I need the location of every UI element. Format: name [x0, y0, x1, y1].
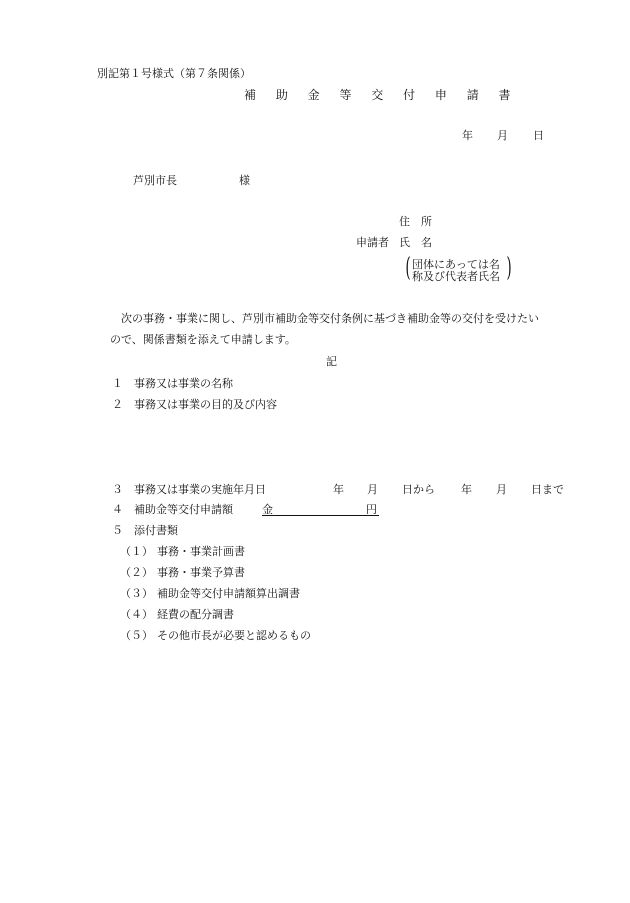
item5-number: ５ [112, 524, 123, 537]
item4-amount-prefix: 金 [262, 503, 273, 516]
applicant-address-label: 住 所 [399, 215, 432, 228]
note-close-paren: ) [506, 253, 512, 283]
item4-label: 補助金等交付申請額 [134, 503, 233, 516]
intro-line2: ので、関係書類を添えて申請します。 [110, 333, 296, 346]
doc2-label: 事務・事業予算書 [157, 566, 245, 579]
date-month-label: 月 [497, 129, 508, 142]
applicant-role-label: 申請者 [356, 236, 389, 249]
doc3-label: 補助金等交付申請額算出調書 [157, 587, 300, 600]
applicant-name-label: 氏 名 [399, 236, 432, 249]
item3-year-start: 年 [333, 483, 344, 496]
item1-number: １ [112, 377, 123, 390]
applicant-note-line2: 称及び代表者氏名 [412, 270, 500, 283]
item3-from: 日から [402, 483, 435, 496]
item3-year-end: 年 [461, 483, 472, 496]
ki-heading: 記 [326, 355, 337, 368]
item2-number: ２ [112, 398, 123, 411]
doc5-label: その他市長が必要と認めるもの [157, 629, 311, 642]
intro-line1: 次の事務・事業に関し、芦別市補助金等交付条例に基づき補助金等の交付を受けたい [121, 312, 539, 325]
document-title: 補 助 金 等 交 付 申 請 書 [244, 88, 519, 102]
item3-label: 事務又は事業の実施年月日 [134, 483, 266, 496]
doc5-number: （５） [120, 629, 153, 642]
doc4-number: （４） [120, 608, 153, 621]
doc1-number: （１） [120, 545, 153, 558]
item1-label: 事務又は事業の名称 [134, 377, 233, 390]
item3-month-start: 月 [367, 483, 378, 496]
item2-label: 事務又は事業の目的及び内容 [134, 398, 277, 411]
doc2-number: （２） [120, 566, 153, 579]
form-label: 別記第１号様式（第７条関係） [97, 67, 251, 80]
note-open-paren: ( [405, 253, 411, 283]
addressee-name: 芦別市長 [133, 174, 177, 187]
date-year-label: 年 [462, 129, 473, 142]
doc4-label: 経費の配分調書 [157, 608, 234, 621]
item3-to: 日まで [531, 483, 564, 496]
item4-amount-unit: 円 [366, 503, 377, 516]
addressee-honorific: 様 [239, 174, 250, 187]
applicant-note-line1: 団体にあっては名 [412, 258, 500, 271]
doc3-number: （３） [120, 587, 153, 600]
amount-underline [262, 515, 379, 516]
item3-month-end: 月 [496, 483, 507, 496]
item5-label: 添付書類 [134, 524, 178, 537]
item4-number: ４ [112, 503, 123, 516]
item3-number: ３ [112, 483, 123, 496]
date-day-label: 日 [533, 129, 544, 142]
doc1-label: 事務・事業計画書 [157, 545, 245, 558]
